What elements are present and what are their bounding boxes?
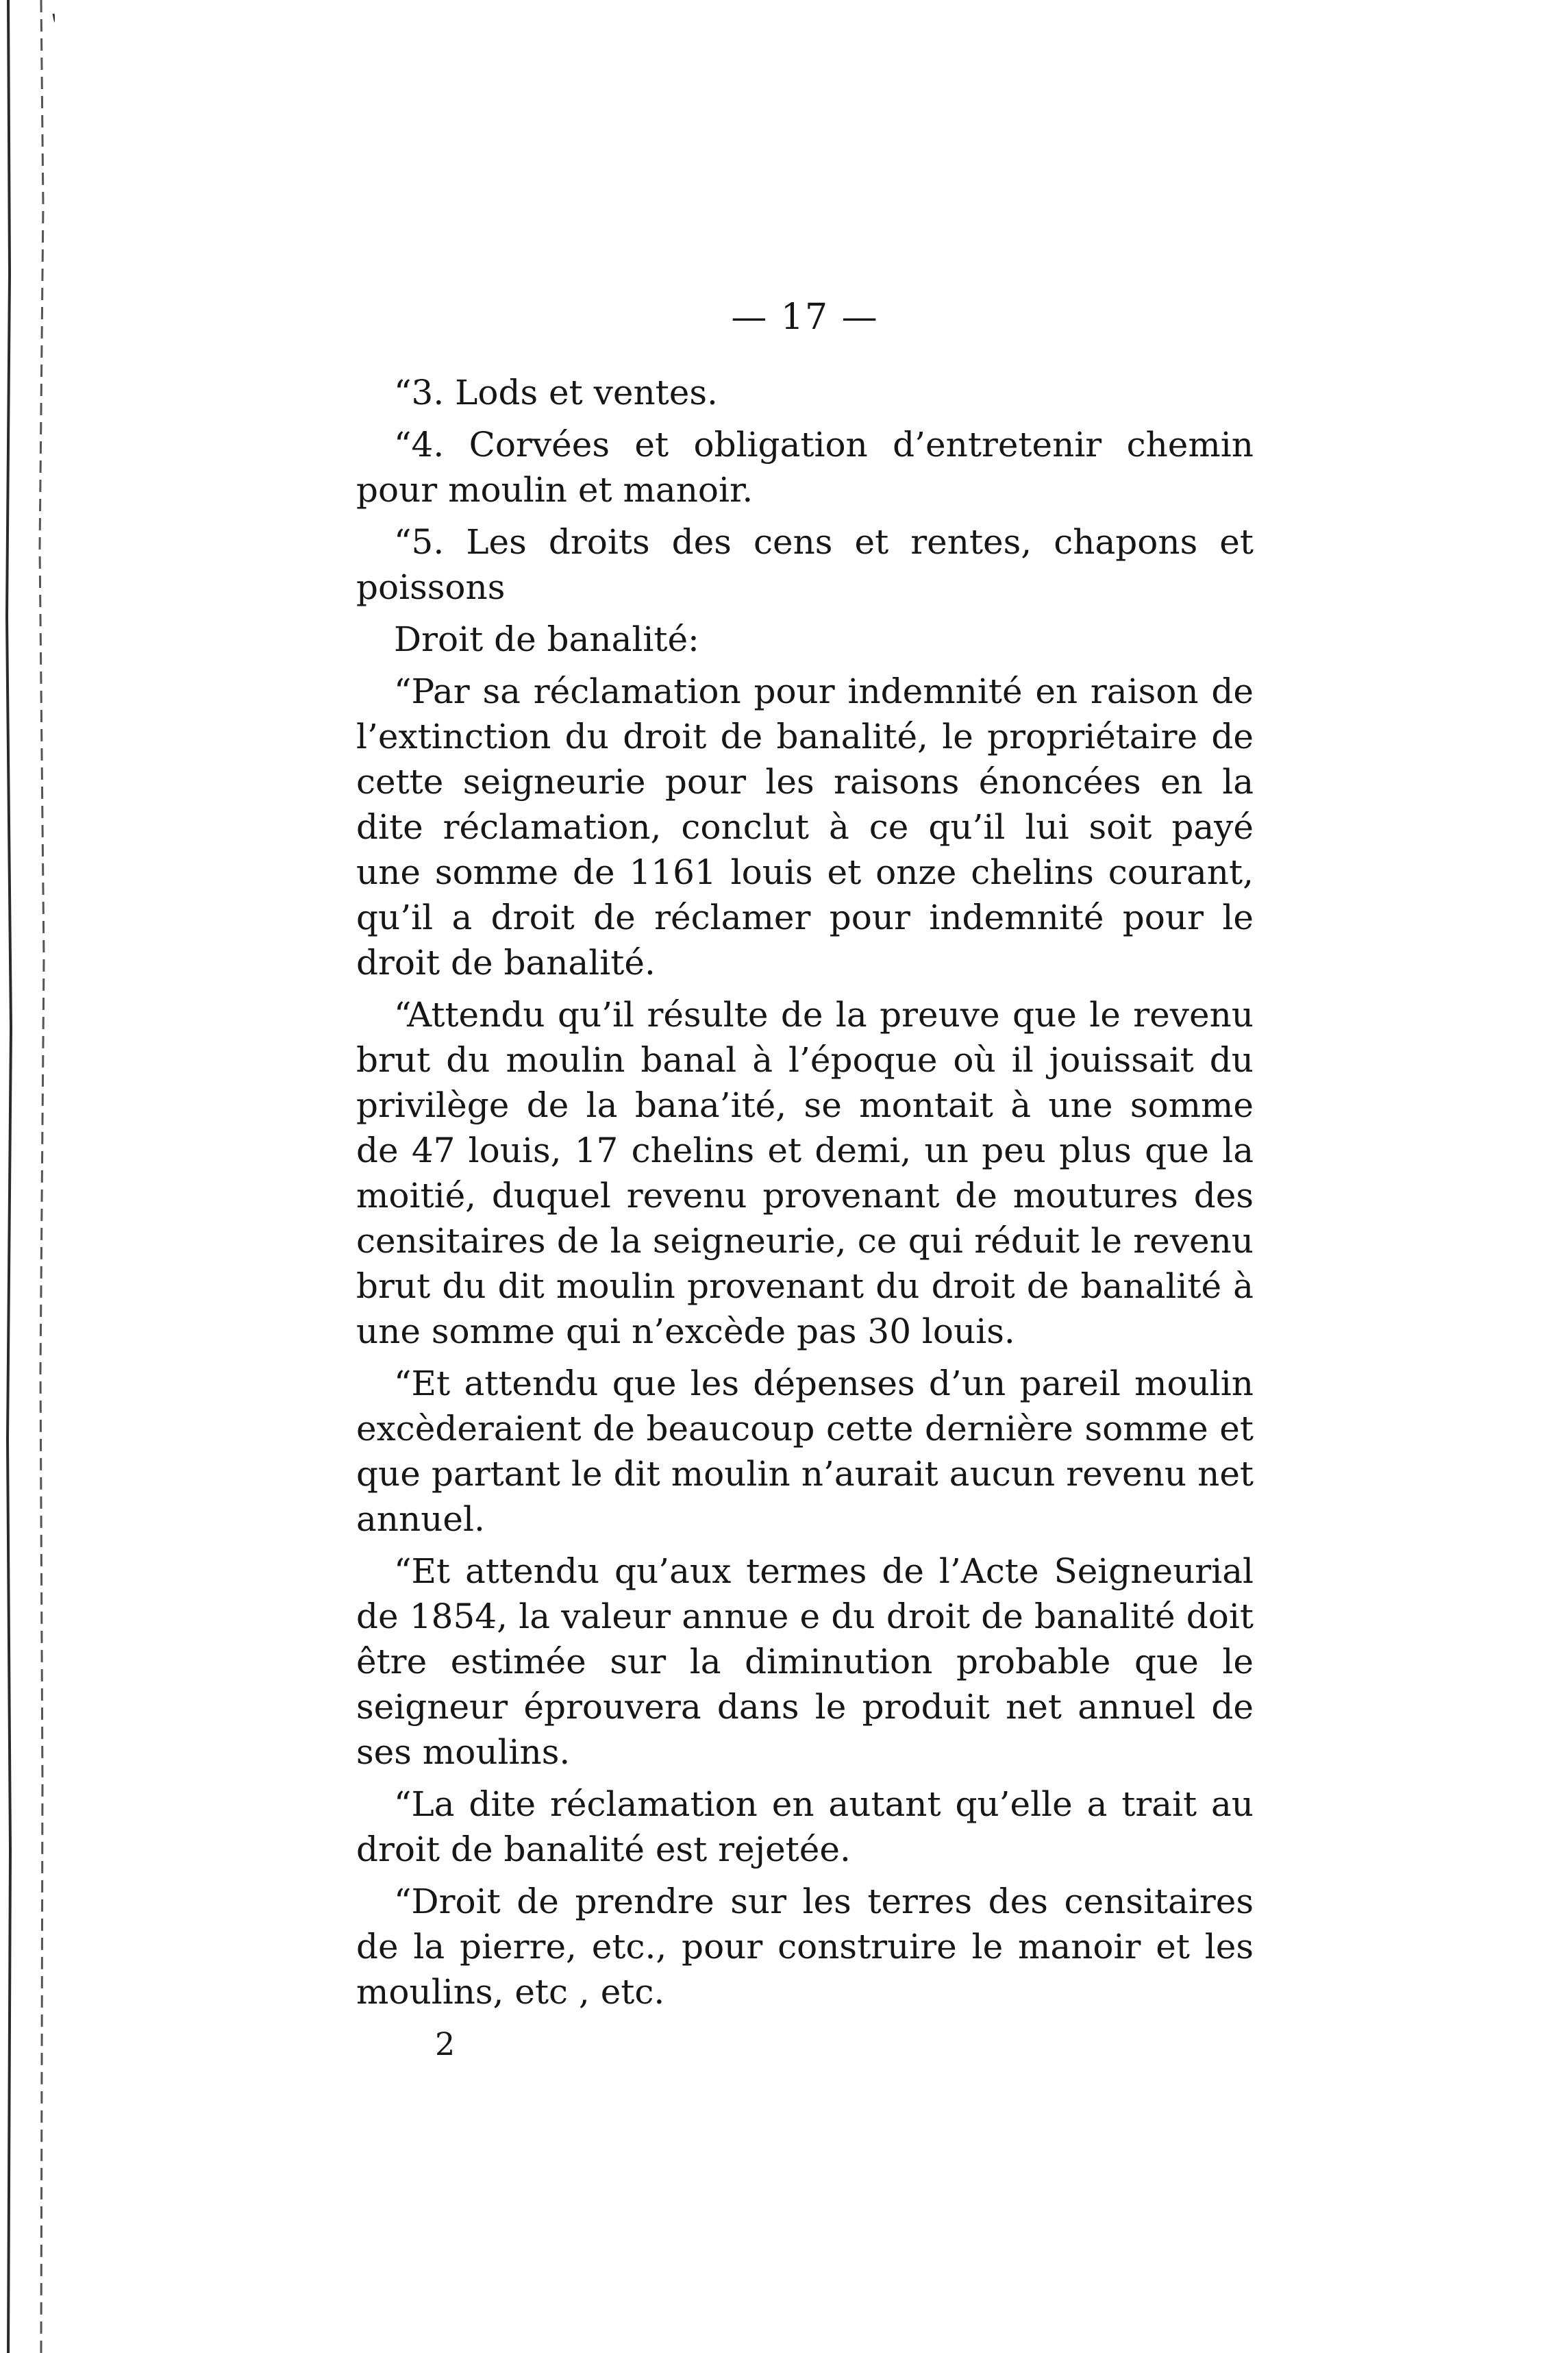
book-page [356,295,1254,2067]
paragraph-reclamation-rejetee: “La dite réclamation en autant qu’elle a trait au droit de banalité est rejetée. [356,1784,1254,1869]
paragraph-cens-et-rentes: “5. Les droits des cens et rentes, chapons et poissons [356,522,1254,607]
paragraph-attendu-depenses: “Et attendu que les dépenses d’un pareil moulin excèderaient de beaucoup cette dernière somme et que partant le dit moulin n’aurait aucun revenu net annuel. [356,1364,1254,1539]
paragraph-corvees: “4. Corvées et obligation d’entretenir chemin pour moulin et manoir. [356,425,1254,510]
paragraph-lods-et-ventes: “3. Lods et ventes. [394,373,718,412]
binding-edge [0,0,55,2353]
paragraph-attendu-revenu: “Attendu qu’il résulte de la preuve que le revenu brut du moulin banal à l’époque où il jouissait du privilège de la bana’ité, se montait à une somme de 47 louis, 17 chelins et demi, un peu plus que la moitié, duquel revenu provenant de moutures des censitaires de la seigneurie, ce qui réduit le revenu brut du dit moulin provenant du droit de banalité à une somme qui n’excède pas 30 louis. [356,995,1254,1351]
paragraph-reclamation: “Par sa réclamation pour indemnité en raison de l’extinction du droit de banalité, le propriétaire de cette seigneurie pour les raisons énoncées en la dite réclamation, conclut à ce qu’il lui soit payé une somme de 1161 louis et onze chelins courant, qu’il a droit de réclamer pour indemnité pour le droit de banalité. [356,672,1254,983]
section-heading-banalite: Droit de banalité: [394,619,699,659]
signature-mark: 2 [435,2025,456,2062]
page-number: — 17 — [731,297,879,338]
paragraph-acte-seigneurial: “Et attendu qu’aux termes de l’Acte Seigneurial de 1854, la valeur annue e du droit de banalité doit être estimée sur la diminution probable que le seigneur éprouvera dans le produit net annuel de ses moulins. [356,1551,1254,1772]
paragraph-droit-de-prendre: “Droit de prendre sur les terres des censitaires de la pierre, etc., pour construire le manoir et les moulins, etc , etc. [356,1882,1254,2012]
